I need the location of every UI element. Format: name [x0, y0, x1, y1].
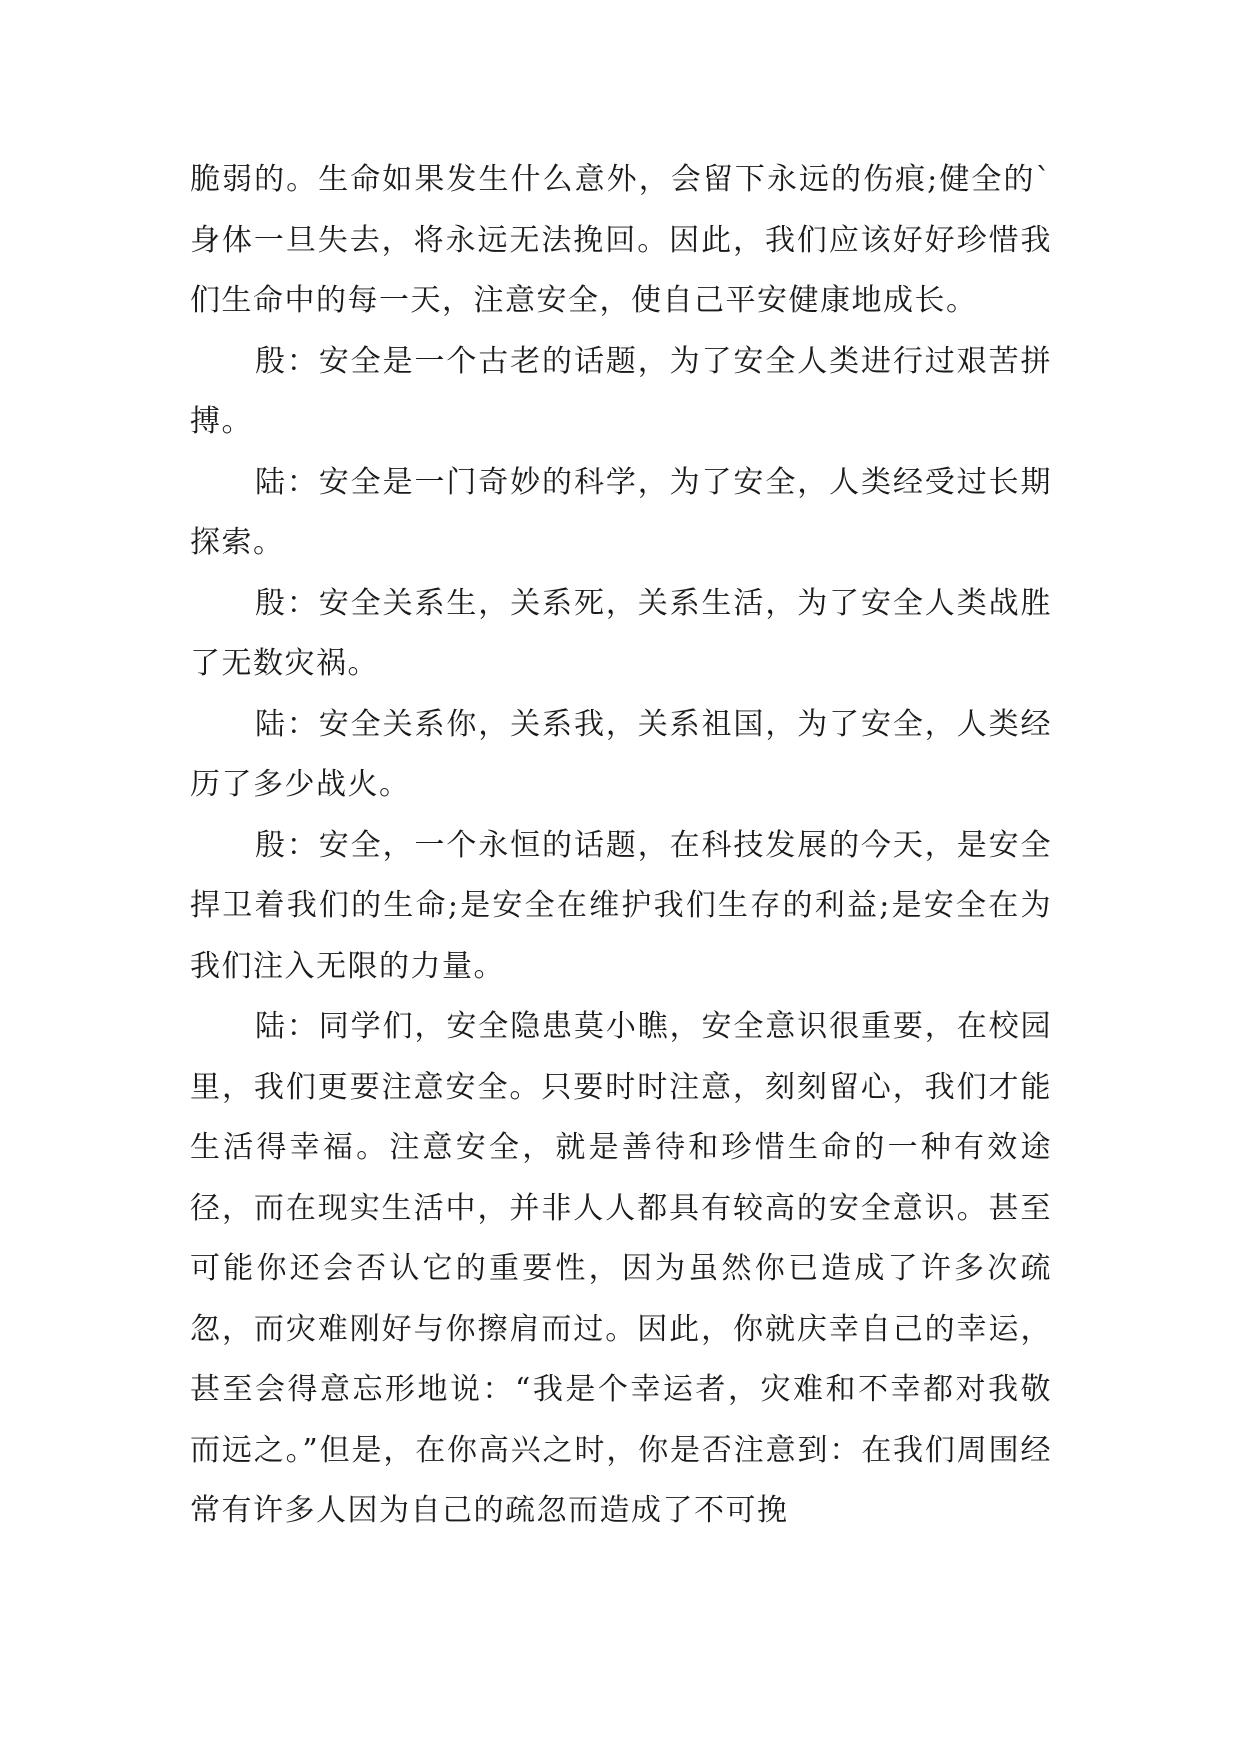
paragraph: 殷：安全关系生，关系死，关系生活，为了安全人类战胜了无数灾祸。 [190, 585, 1052, 681]
paragraph: 脆弱的。生命如果发生什么意外，会留下永远的伤痕;健全的`身体一旦失去，将永远无法挽回。因此，我们应该好好珍惜我们生命中的每一天，注意安全，使自己平安健康地成长。 [190, 162, 1052, 318]
paragraph: 殷：安全是一个古老的话题，为了安全人类进行过艰苦拼搏。 [190, 343, 1052, 439]
paragraph: 陆：安全是一门奇妙的科学，为了安全，人类经受过长期探索。 [190, 464, 1052, 560]
paragraph: 殷：安全，一个永恒的话题，在科技发展的今天，是安全捍卫着我们的生命;是安全在维护我们生存的利益;是安全在为我们注入无限的力量。 [190, 827, 1052, 984]
paragraph: 陆：同学们，安全隐患莫小瞧，安全意识很重要，在校园里，我们更要注意安全。只要时时注意，刻刻留心，我们才能生活得幸福。注意安全，就是善待和珍惜生命的一种有效途径，而在现实生活中，并非人人都具有较高的安全意识。甚至可能你还会否认它的重要性，因为虽然你已造成了许多次疏忽，而灾难刚好与你擦肩而过。因此，你就庆幸自己的幸运，甚至会得意忘形地说：“我是个幸运者，灾难和不幸都对我敬而远之。”但是，在你高兴之时，你是否注意到：在我们周围经常有许多人因为自己的疏忽而造成了不可挽 [190, 1009, 1052, 1528]
document-body [190, 150, 1052, 1542]
paragraph: 陆：安全关系你，关系我，关系祖国，为了安全，人类经历了多少战火。 [190, 706, 1052, 802]
